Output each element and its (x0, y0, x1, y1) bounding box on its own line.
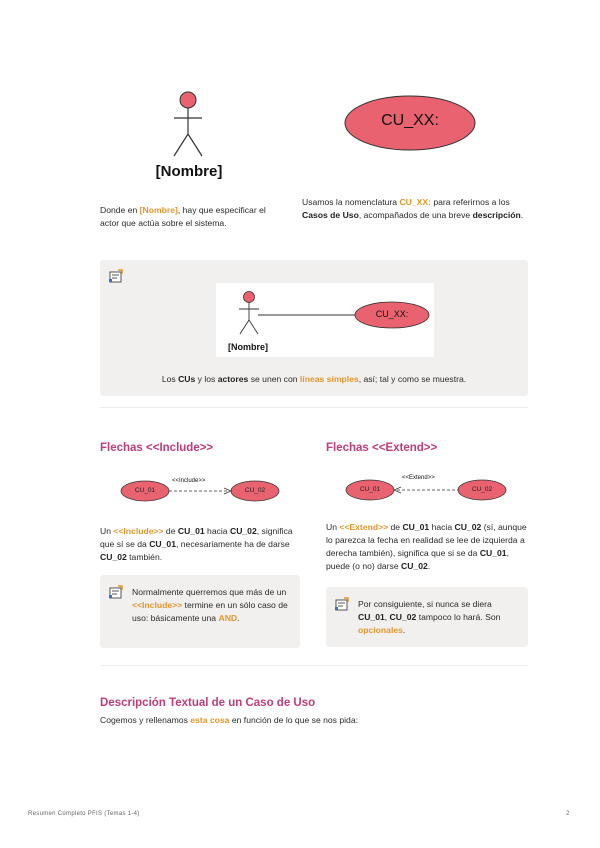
note-icon (108, 584, 124, 600)
include-heading: Flechas <<Include>> (100, 442, 214, 454)
note-icon (108, 268, 124, 284)
extend-heading: Flechas <<Extend>> (326, 442, 438, 454)
include-from-label: CU_01 (134, 487, 156, 494)
association-line (258, 313, 358, 317)
footer-document-title: Resumen Completo PFIS (Temas 1-4) (28, 811, 140, 817)
note-icon (334, 596, 350, 612)
usecase-explanation: Usamos la nomenclatura CU_XX: para referirnos a los Casos de Uso, acompañados de una breve descripción. (302, 197, 524, 220)
diagram-actor-label: [Nombre] (228, 342, 268, 352)
extend-note-text: Por consiguiente, si nunca se diera CU_01, CU_02 tampoco lo hará. Son opcionales. (358, 599, 501, 635)
diagram-usecase-label: CU_XX: (375, 309, 409, 319)
actor-figure (166, 90, 210, 160)
description-heading: Descripción Textual de un Caso de Uso (100, 697, 316, 709)
footer-page-number: 2 (566, 811, 570, 817)
callout-actor-usecase-text: Los CUs y los actores se unen con líneas simples, así; tal y como se muestra. (161, 374, 467, 384)
divider (100, 665, 528, 666)
include-explanation: Un <<Include>> de CU_01 hacia CU_02, significa que sí se da CU_01, necesariamente ha de darse CU_02 también. (100, 526, 293, 562)
actor-explanation: Donde en [Nombre], hay que especificar el actor que actúa sobre el sistema. (100, 205, 266, 228)
divider (100, 407, 528, 408)
extend-from-label: CU_01 (359, 486, 381, 493)
extend-to-label: CU_02 (471, 486, 493, 493)
extend-stereotype: <<Extend>> (402, 475, 435, 481)
include-note-text: Normalmente querremos que más de un <<Include>> termine en un sólo caso de uso: básicamente una AND. (132, 587, 288, 623)
include-stereotype: <<Include>> (172, 478, 206, 484)
usecase-label: CU_XX: (381, 112, 439, 129)
include-to-label: CU_02 (244, 487, 266, 494)
description-text: Cogemos y rellenamos esta cosa en función de lo que se nos pida: (100, 715, 358, 725)
actor-label: [Nombre] (155, 163, 223, 180)
extend-explanation: Un <<Extend>> de CU_01 hacia CU_02 (sí, aunque lo parezca la fecha en realidad se lee de izquierda a derecha también), significa que si se da CU_01, puede (o no) darse CU_02. (326, 522, 527, 571)
